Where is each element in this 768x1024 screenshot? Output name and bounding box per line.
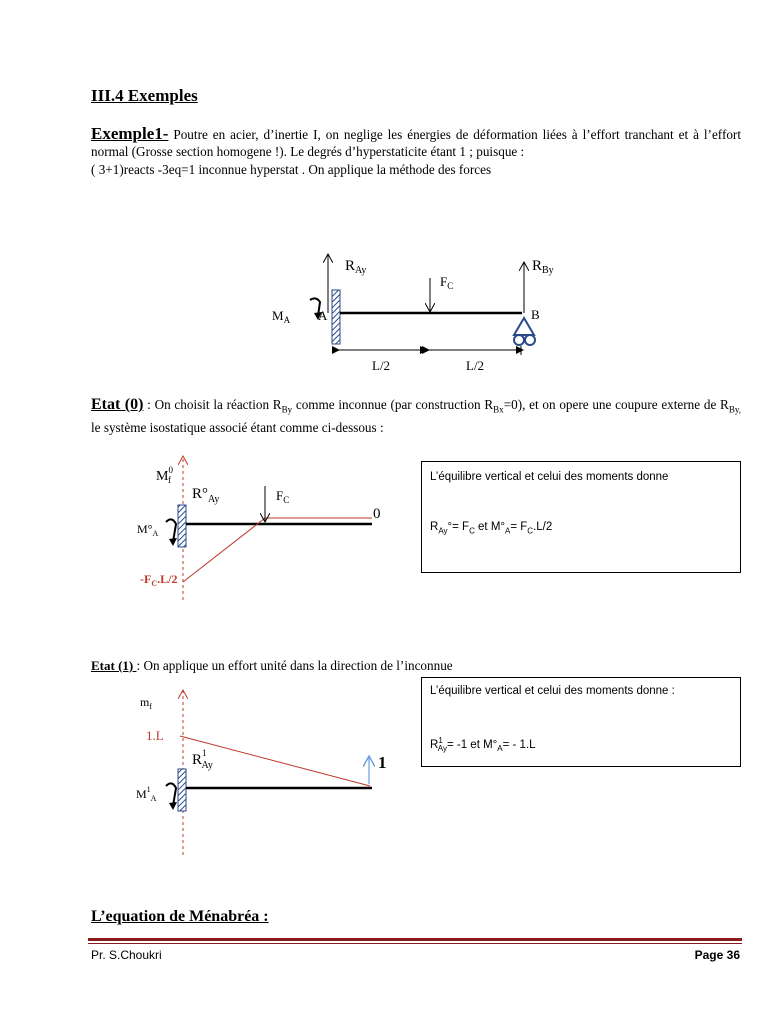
fig1-ray-label: $R_{Ay}$ (345, 258, 367, 276)
example1-text1: Poutre en acier, d’inertie I, on neglige les énergies de déformation liées à l’effort tranchant et à l’effort normal (Grosse section homogene !). Le degrés d’hyperstaticite étant 1 ; puisque : (91, 127, 741, 159)
example1-title: Exemple1- (91, 124, 169, 143)
fig2-ma-label: $M^\circ_A$ (137, 522, 159, 538)
footer-rule-thin (88, 943, 742, 944)
etat0-text-p1: : On choisit la réaction R (143, 397, 282, 412)
section-title: III.4 Exemples (91, 86, 198, 105)
box1-equation: $R_{Ay}^\circ= F_C$ et $M^\circ_A= F_C.L/2$ (430, 521, 553, 536)
etat0-text-p3: =0), et on opere une coupure externe de R (503, 397, 729, 412)
box1-text: L’équilibre vertical et celui des moments donne (430, 471, 669, 483)
menabrea-title: L’equation de Ménabréa : (91, 908, 269, 925)
etat0-text-sub1: By (281, 404, 293, 415)
fig1-rby-label: $R_{By}$ (532, 258, 554, 276)
fig2-moment-label: $-F_C.L/2$ (140, 572, 178, 588)
fig2-mf-label: $M^0$ f (156, 465, 173, 485)
etat1-paragraph (91, 657, 741, 674)
fig1-half-left: L/2 (372, 358, 391, 373)
fig1-fc-label: $F_C$ (440, 274, 454, 291)
fig3-mf-label: $m_f$ (140, 695, 153, 711)
etat1-title: Etat (1) (91, 658, 137, 673)
fig2-moment-slope (183, 518, 265, 582)
fig2-r-label: $R^\circ_{Ay}$ (192, 486, 220, 505)
fig1-point-b: B (531, 307, 540, 322)
fig2-wall-support (178, 505, 186, 547)
fig3-one-l-label: 1.L (146, 728, 164, 743)
etat0-text-p2: comme inconnue (par construction R (292, 397, 494, 412)
fig3-ma-label: $M^1_A$ (136, 785, 157, 803)
fig1-roller-wheel-left (514, 335, 524, 345)
fig1-roller-wheel-right (525, 335, 535, 345)
footer-author: Pr. S.Choukri (91, 948, 162, 962)
fig1-ma-label: $M_A$ (272, 308, 291, 325)
box2-text: L’équilibre vertical et celui des moments donne : (430, 685, 675, 697)
fig3-r-label: $R^1$ Ay (192, 748, 213, 771)
etat0-text-sub3: By, (728, 404, 742, 415)
fig2-fc-label: $F_C$ (276, 488, 290, 505)
box2-equation: $R^1_{Ay}= -1$ et $M^\circ_A= - 1.L$ (430, 736, 536, 754)
equilibrium-box-etat1 (421, 677, 741, 767)
fig3-ma-arrowhead (169, 802, 177, 810)
fig3-one-label: 1 (378, 753, 387, 772)
fig1-half-right: L/2 (466, 358, 485, 373)
etat0-text-p4: le système isostatique associé étant comme ci-dessous : (91, 419, 384, 435)
fig2-ma-arrowhead (169, 538, 177, 546)
etat1-text: : On applique un effort unité dans la direction de l’inconnue (136, 658, 453, 673)
fig3-group (136, 690, 387, 855)
fig3-wall-support (178, 769, 186, 811)
fig2-zero-label: 0 (373, 506, 381, 522)
equilibrium-box-etat0 (421, 461, 741, 573)
footer-rule-thick (88, 938, 742, 941)
fig2-group (137, 456, 381, 600)
fig1-group (272, 254, 554, 373)
footer-page-number: Page 36 (694, 948, 740, 962)
etat0-text-sub2: Bx (493, 404, 504, 415)
etat0-title: Etat (0) (91, 396, 144, 413)
fig1-wall-support (332, 290, 340, 344)
fig1-point-a: A (318, 308, 328, 323)
example1-text2: ( 3+1)reacts -3eq=1 inconnue hyperstat . On applique la méthode des forces (91, 162, 492, 177)
etat0-paragraph (91, 396, 741, 437)
